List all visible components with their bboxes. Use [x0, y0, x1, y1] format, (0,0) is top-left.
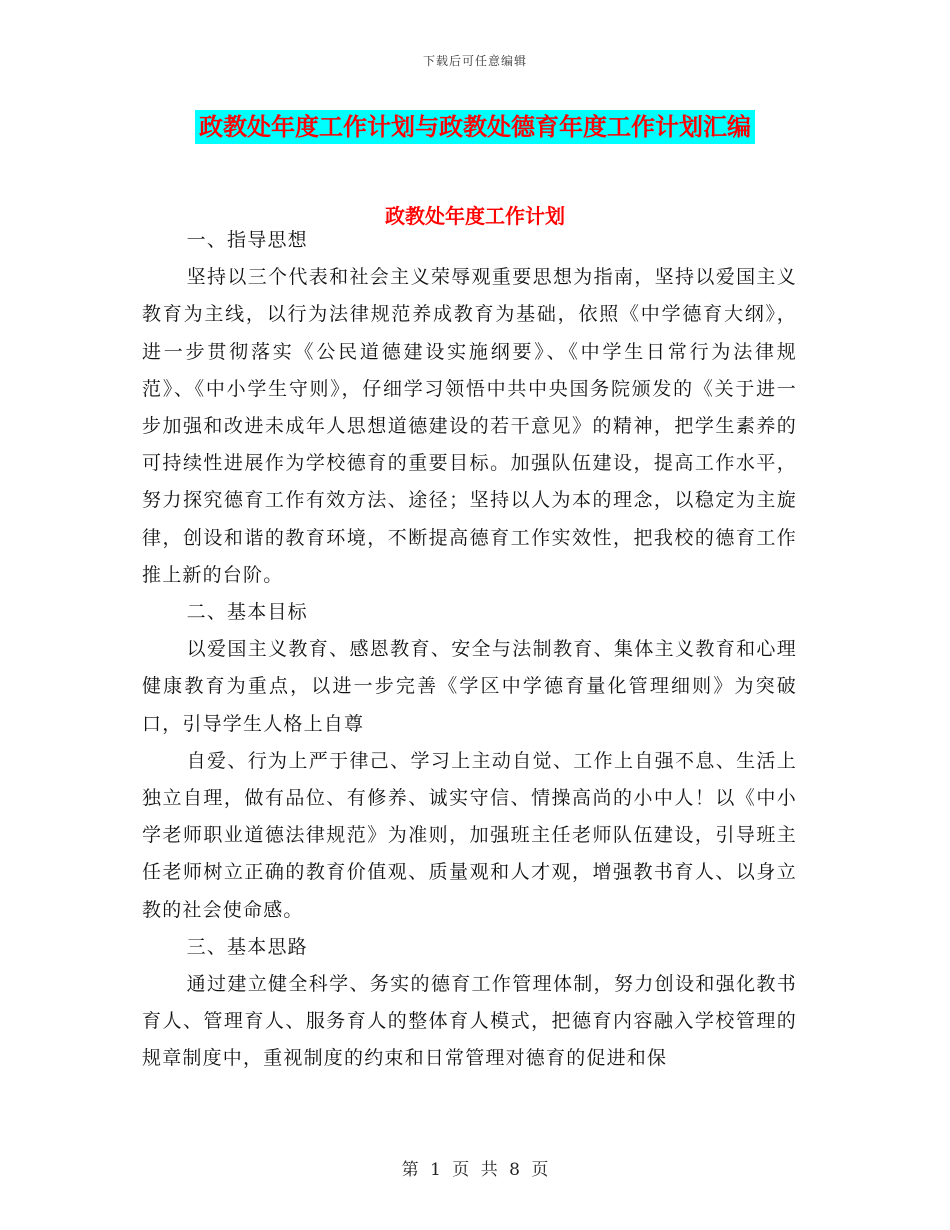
- document-main-title: 政教处年度工作计划与政教处德育年度工作计划汇编: [195, 110, 755, 144]
- paragraph-basic-goals: 以爱国主义教育、感恩教育、安全与法制教育、集体主义教育和心理健康教育为重点，以进一步完善《学区中学德育量化管理细则》为突破口，引导学生人格上自尊: [142, 638, 797, 735]
- heading-basic-approach: 三、基本思路: [186, 935, 308, 958]
- section-title: 政教处年度工作计划: [385, 204, 565, 228]
- heading-basic-goals: 二、基本目标: [186, 601, 308, 624]
- paragraph-guiding-thought: 坚持以三个代表和社会主义荣辱观重要思想为指南，坚持以爱国主义教育为主线，以行为法律规范养成教育为基础，依照《中学德育大纲》，进一步贯彻落实《公民道德建设实施纲要》、《中学生日常行为法律规范》、《中小学生守则》，仔细学习领悟中共中央国务院颁发的《关于进一步加强和改进未成年人思想道德建设的若干意见》的精神，把学生素养的可持续性进展作为学校德育的重要目标。加强队伍建设，提高工作水平，努力探究德育工作有效方法、途径；坚持以人为本的理念，以稳定为主旋律，创设和谐的教育环境，不断提高德育工作实效性，把我校的德育工作推上新的台阶。: [142, 266, 797, 586]
- heading-guiding-thought: 一、指导思想: [186, 229, 308, 251]
- header-note: 下载后可任意编辑: [422, 54, 527, 68]
- document-body: [142, 222, 797, 1078]
- page-footer: 第 1 页 共 8 页: [401, 1160, 549, 1180]
- paragraph-basic-goals-continued: 自爱、行为上严于律己、学习上主动自觉、工作上自强不息、生活上独立自理，做有品位、有修养、诚实守信、情操高尚的小中人！以《中小学老师职业道德法律规范》为准则，加强班主任老师队伍建设，引导班主任老师树立正确的教育价值观、质量观和人才观，增强教书育人、以身立教的社会使命感。: [142, 749, 797, 921]
- paragraph-basic-approach: 通过建立健全科学、务实的德育工作管理体制，努力创设和强化教书育人、管理育人、服务育人的整体育人模式，把德育内容融入学校管理的规章制度中，重视制度的约束和日常管理对德育的促进和保: [142, 973, 797, 1070]
